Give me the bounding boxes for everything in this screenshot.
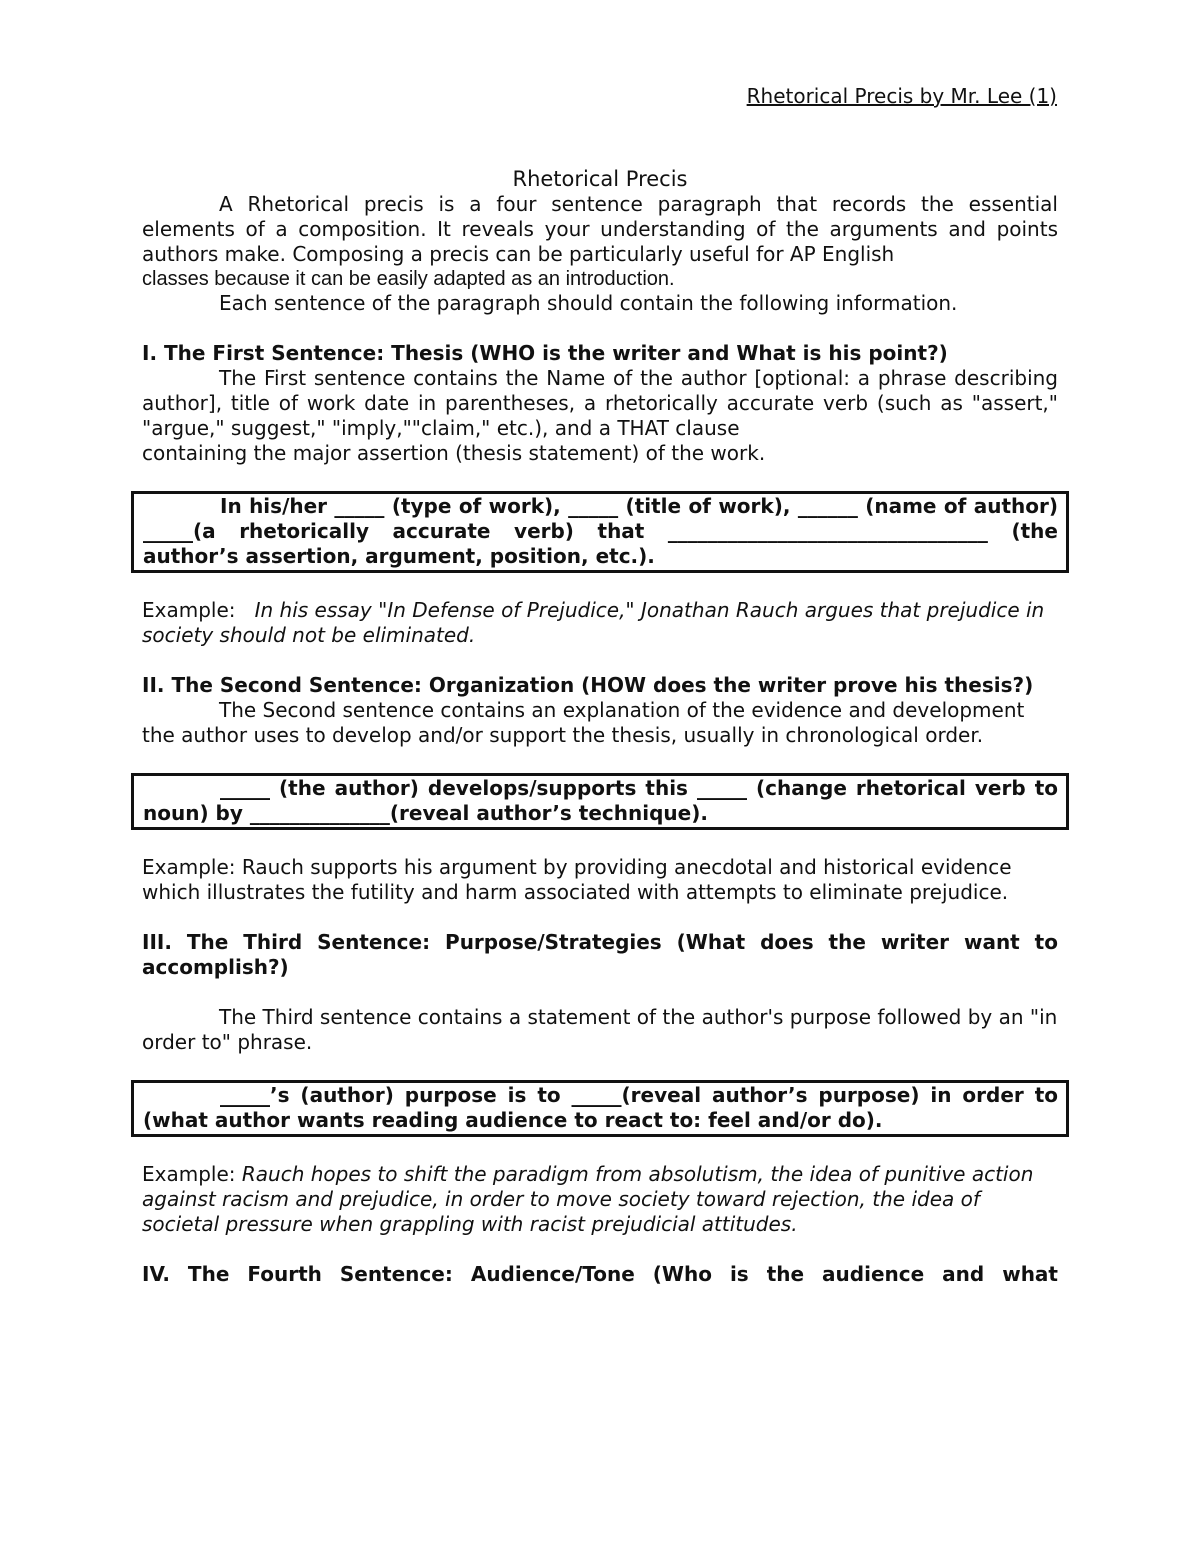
intro-paragraph-end: classes because it can be easily adapted as an introduction. [142,268,675,290]
document-title: Rhetorical Precis [512,167,688,191]
section-heading-third-sentence: III. The Third Sentence: Purpose/Strategies (What does the writer want to accomplish?) [142,930,1058,979]
first-sentence-template-box [131,491,1069,573]
third-sentence-description: The Third sentence contains a statement of the author's purpose followed by an "in order to" phrase. [142,1005,1058,1054]
second-sentence-example [142,855,1058,905]
second-sentence-template: _____ (the author) develops/supports this _____ (change rhetorical verb to noun) by ______________(reveal author’s technique). [143,776,1058,825]
section-heading-first-sentence: I. The First Sentence: Thesis (WHO is the writer and What is his point?) [142,341,948,365]
section-heading-second-sentence: II. The Second Sentence: Organization (HOW does the writer prove his thesis?) [142,673,1034,697]
first-sentence-example [142,598,1058,648]
page-header: Rhetorical Precis by Mr. Lee (1) [746,84,1057,108]
intro-instruction: Each sentence of the paragraph should contain the following information. [219,291,958,315]
example-text: Rauch hopes to shift the paradigm from absolutism, the idea of punitive action against racism and prejudice, in order to move society toward rejection, the idea of societal pressure when grappling with racist prejudicial attitudes. [142,1162,1034,1236]
first-sentence-description-end: containing the major assertion (thesis statement) of the work. [142,441,766,465]
section-heading-fourth-sentence: IV. The Fourth Sentence: Audience/Tone (Who is the audience and what [142,1262,1058,1286]
example-label: Example: [142,598,236,622]
second-sentence-template-box [131,773,1069,830]
second-sentence-description: The Second sentence contains an explanation of the evidence and development the author uses to develop and/or support the thesis, usually in chronological order. [142,698,1025,747]
third-sentence-template-box [131,1080,1069,1137]
first-sentence-description: The First sentence contains the Name of the author [optional: a phrase describing author], title of work date in parentheses, a rhetorically accurate verb (such as "assert," "argue," suggest," "imply,""claim," etc.), and a THAT clause [142,366,1058,440]
example-text: Rauch supports his argument by providing anecdotal and historical evidence which illustrates the futility and harm associated with attempts to eliminate prejudice. [142,855,1012,904]
example-label: Example: [142,855,236,879]
example-label: Example: [142,1162,236,1186]
third-sentence-template: _____’s (author) purpose is to _____(reveal author’s purpose) in order to (what author wants reading audience to react to: feel and/or do). [143,1083,1058,1132]
document-body [142,167,1058,1287]
intro-paragraph: A Rhetorical precis is a four sentence paragraph that records the essential elements of a composition. It reveals your understanding of the arguments and points authors make. Composing a precis can be particularly useful for AP English [142,192,1058,266]
third-sentence-example [142,1162,1058,1237]
example-text: In his essay "In Defense of Prejudice," Jonathan Rauch argues that prejudice in society should not be eliminated. [142,598,1045,647]
first-sentence-template: In his/her _____ (type of work), _____ (title of work), ______ (name of author) _____(a rhetorically accurate verb) that ________________________________ (the author’s assertion, argument, position, etc.). [143,494,1058,568]
